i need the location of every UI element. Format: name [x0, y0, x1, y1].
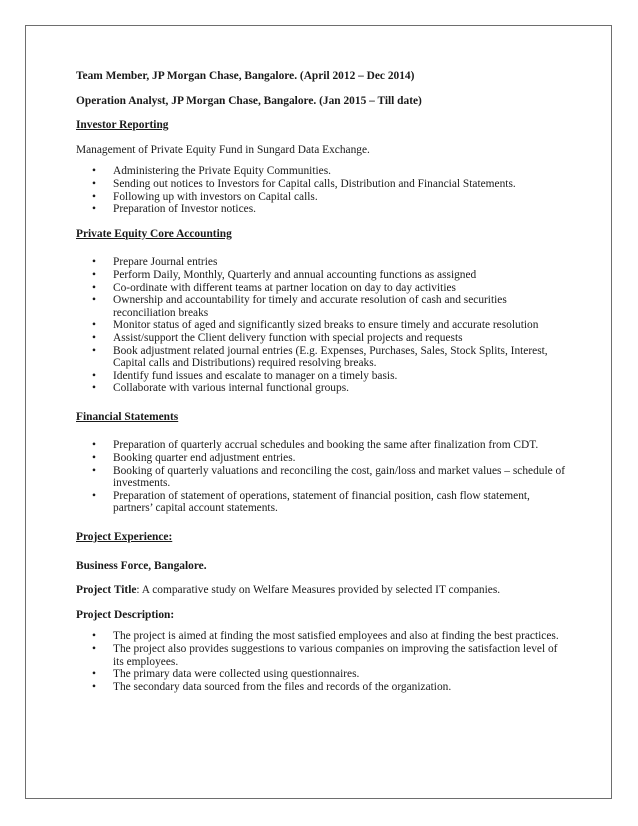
- list-item: • Identify fund issues and escalate to manager on a timely basis.: [76, 370, 566, 383]
- financial-statements-heading: Financial Statements: [76, 410, 179, 423]
- list-item: • Following up with investors on Capital calls.: [76, 191, 566, 204]
- list-item: • Booking of quarterly valuations and reconciling the cost, gain/loss and market values – schedule of investments.: [76, 465, 566, 490]
- project-description-heading: Project Description:: [76, 608, 175, 621]
- list-item: • Administering the Private Equity Communities.: [76, 165, 566, 178]
- list-item: • Sending out notices to Investors for Capital calls, Distribution and Financial Statements.: [76, 178, 566, 191]
- resume-content: [76, 70, 566, 693]
- core-accounting-heading: Private Equity Core Accounting: [76, 227, 232, 240]
- list-item: • Preparation of Investor notices.: [76, 203, 566, 216]
- list-item: • The project is aimed at finding the most satisfied employees and also at finding the best practices.: [76, 630, 566, 643]
- financial-statements-list: [76, 439, 566, 515]
- investor-reporting-heading: Investor Reporting: [76, 119, 169, 132]
- list-item: • Preparation of statement of operations, statement of financial position, cash flow statement, partners’ capital account statements.: [76, 490, 566, 515]
- list-item: • Preparation of quarterly accrual schedules and booking the same after finalization from CDT.: [76, 439, 566, 452]
- project-title-value: : A comparative study on Welfare Measures provided by selected IT companies.: [136, 584, 501, 597]
- list-item: • Perform Daily, Monthly, Quarterly and annual accounting functions as assigned: [76, 269, 566, 282]
- project-title-label: Project Title: [76, 584, 137, 597]
- list-item: • Co-ordinate with different teams at partner location on day to day activities: [76, 282, 566, 295]
- project-experience-heading: Project Experience:: [76, 531, 173, 544]
- project-description-list: [76, 630, 566, 693]
- investor-reporting-intro: Management of Private Equity Fund in Sungard Data Exchange.: [76, 143, 370, 156]
- list-item: • Book adjustment related journal entries (E.g. Expenses, Purchases, Sales, Stock Splits, Interest, Capital calls and Distributions) required resolving breaks.: [76, 345, 566, 370]
- investor-reporting-list: [76, 165, 566, 215]
- list-item: • Monitor status of aged and significantly sized breaks to ensure timely and accurate resolution: [76, 319, 566, 332]
- core-accounting-list: [76, 256, 566, 395]
- list-item: • Assist/support the Client delivery function with special projects and requests: [76, 332, 566, 345]
- list-item: • The primary data were collected using questionnaires.: [76, 668, 566, 681]
- project-company: Business Force, Bangalore.: [76, 559, 207, 572]
- list-item: • Collaborate with various internal functional groups.: [76, 382, 566, 395]
- list-item: • The project also provides suggestions to various companies on improving the satisfaction level of its employees.: [76, 643, 566, 668]
- list-item: • Ownership and accountability for timely and accurate resolution of cash and securities reconciliation breaks: [76, 294, 566, 319]
- position-operation-analyst: Operation Analyst, JP Morgan Chase, Bangalore. (Jan 2015 – Till date): [76, 94, 422, 107]
- list-item: • Prepare Journal entries: [76, 256, 566, 269]
- position-team-member: Team Member, JP Morgan Chase, Bangalore. (April 2012 – Dec 2014): [76, 70, 415, 82]
- list-item: • The secondary data sourced from the files and records of the organization.: [76, 681, 566, 694]
- project-title: [76, 584, 566, 597]
- list-item: • Booking quarter end adjustment entries.: [76, 452, 566, 465]
